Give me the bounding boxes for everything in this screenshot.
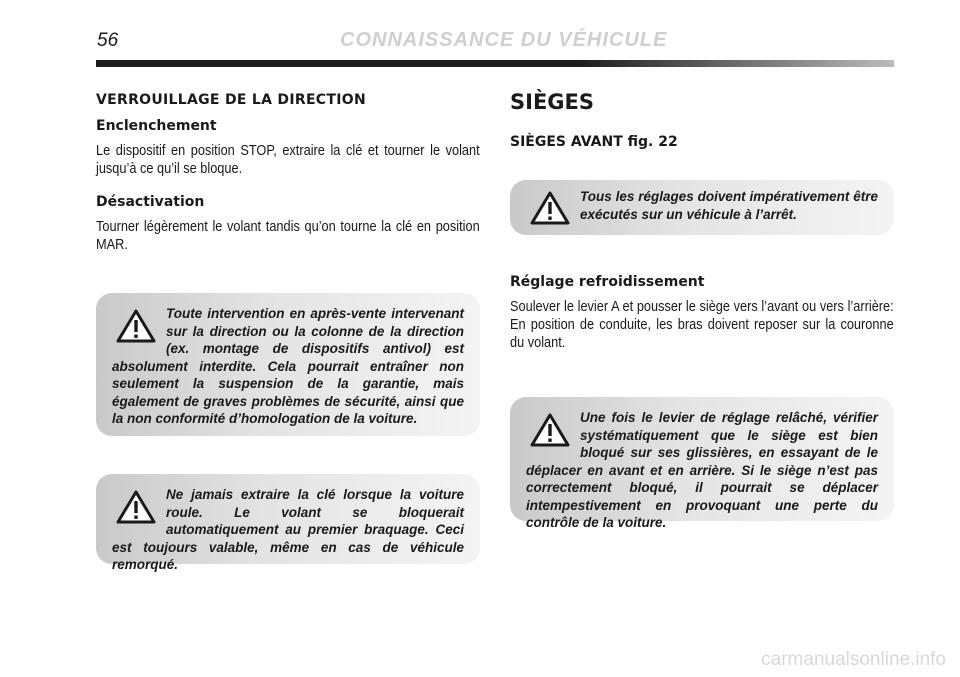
- warning-box-steering-intervention: [96, 293, 480, 436]
- steering-lock-title: VERROUILLAGE DE LA DIRECTION: [96, 92, 366, 108]
- running-title: CONNAISSANCE DU VÉHICULE: [340, 29, 668, 51]
- warning-text-seat-locked: Une fois le levier de réglage relâché, vérifier systématiquement que le siège est bien bloqué sur ses glissières, en essayant de le déplacer en avant et en arrière. Si le siège n’est pas correctement bloqué, il pourrait se déplacer intempestivement en provoquant une perte du contrôle de la voiture.: [526, 410, 878, 530]
- warning-box-key-removal: [96, 474, 480, 572]
- warning-box-seat-locked: [510, 397, 894, 530]
- warning-triangle-icon: [530, 191, 570, 225]
- warning-box-adjust-stationary: [510, 180, 894, 235]
- front-seats-title: SIÈGES AVANT fig. 22: [510, 134, 678, 150]
- warning-text-steering-intervention: Toute intervention en après-vente intervenant sur la direction ou la colonne de la direction (ex. montage de dispositifs antivol) est absolument interdite. Cela pourrait entraîner non seulement la suspension de la garantie, mais également de graves problèmes de sécurité, ainsi que la non conformité d’homologation de la voiture.: [112, 306, 464, 426]
- left-column: [96, 88, 480, 254]
- right-column-adjustment: [510, 274, 894, 352]
- footer-watermark[interactable]: carmanualsonline.info: [761, 649, 946, 670]
- engage-title: Enclenchement: [96, 118, 217, 134]
- adjust-title: Réglage refroidissement: [510, 274, 705, 290]
- warning-triangle-icon: [116, 309, 156, 343]
- disengage-title: Désactivation: [96, 194, 205, 210]
- right-column: [510, 88, 894, 158]
- adjust-text: Soulever le levier A et pousser le siège vers l’avant ou vers l’arrière: En position de conduite, les bras doivent reposer sur la couronne du volant.: [510, 299, 894, 351]
- engage-text: Le dispositif en position STOP, extraire la clé et tourner le volant jusqu’à ce qu’il se bloque.: [96, 143, 480, 177]
- warning-triangle-icon: [116, 490, 156, 524]
- seats-title: SIÈGES: [510, 90, 594, 114]
- warning-text-adjust-stationary: Tous les réglages doivent impérativement être exécutés sur un véhicule à l’arrêt.: [580, 189, 878, 222]
- header-rule: [96, 60, 894, 67]
- warning-text-key-removal: Ne jamais extraire la clé lorsque la voiture roule. Le volant se bloquerait automatiquement au premier braquage. Ceci est toujours valable, même en cas de véhicule remorqué.: [112, 487, 464, 572]
- disengage-text: Tourner légèrement le volant tandis qu’on tourne la clé en position MAR.: [96, 219, 480, 253]
- warning-triangle-icon: [530, 413, 570, 447]
- page-number: 56: [97, 30, 119, 51]
